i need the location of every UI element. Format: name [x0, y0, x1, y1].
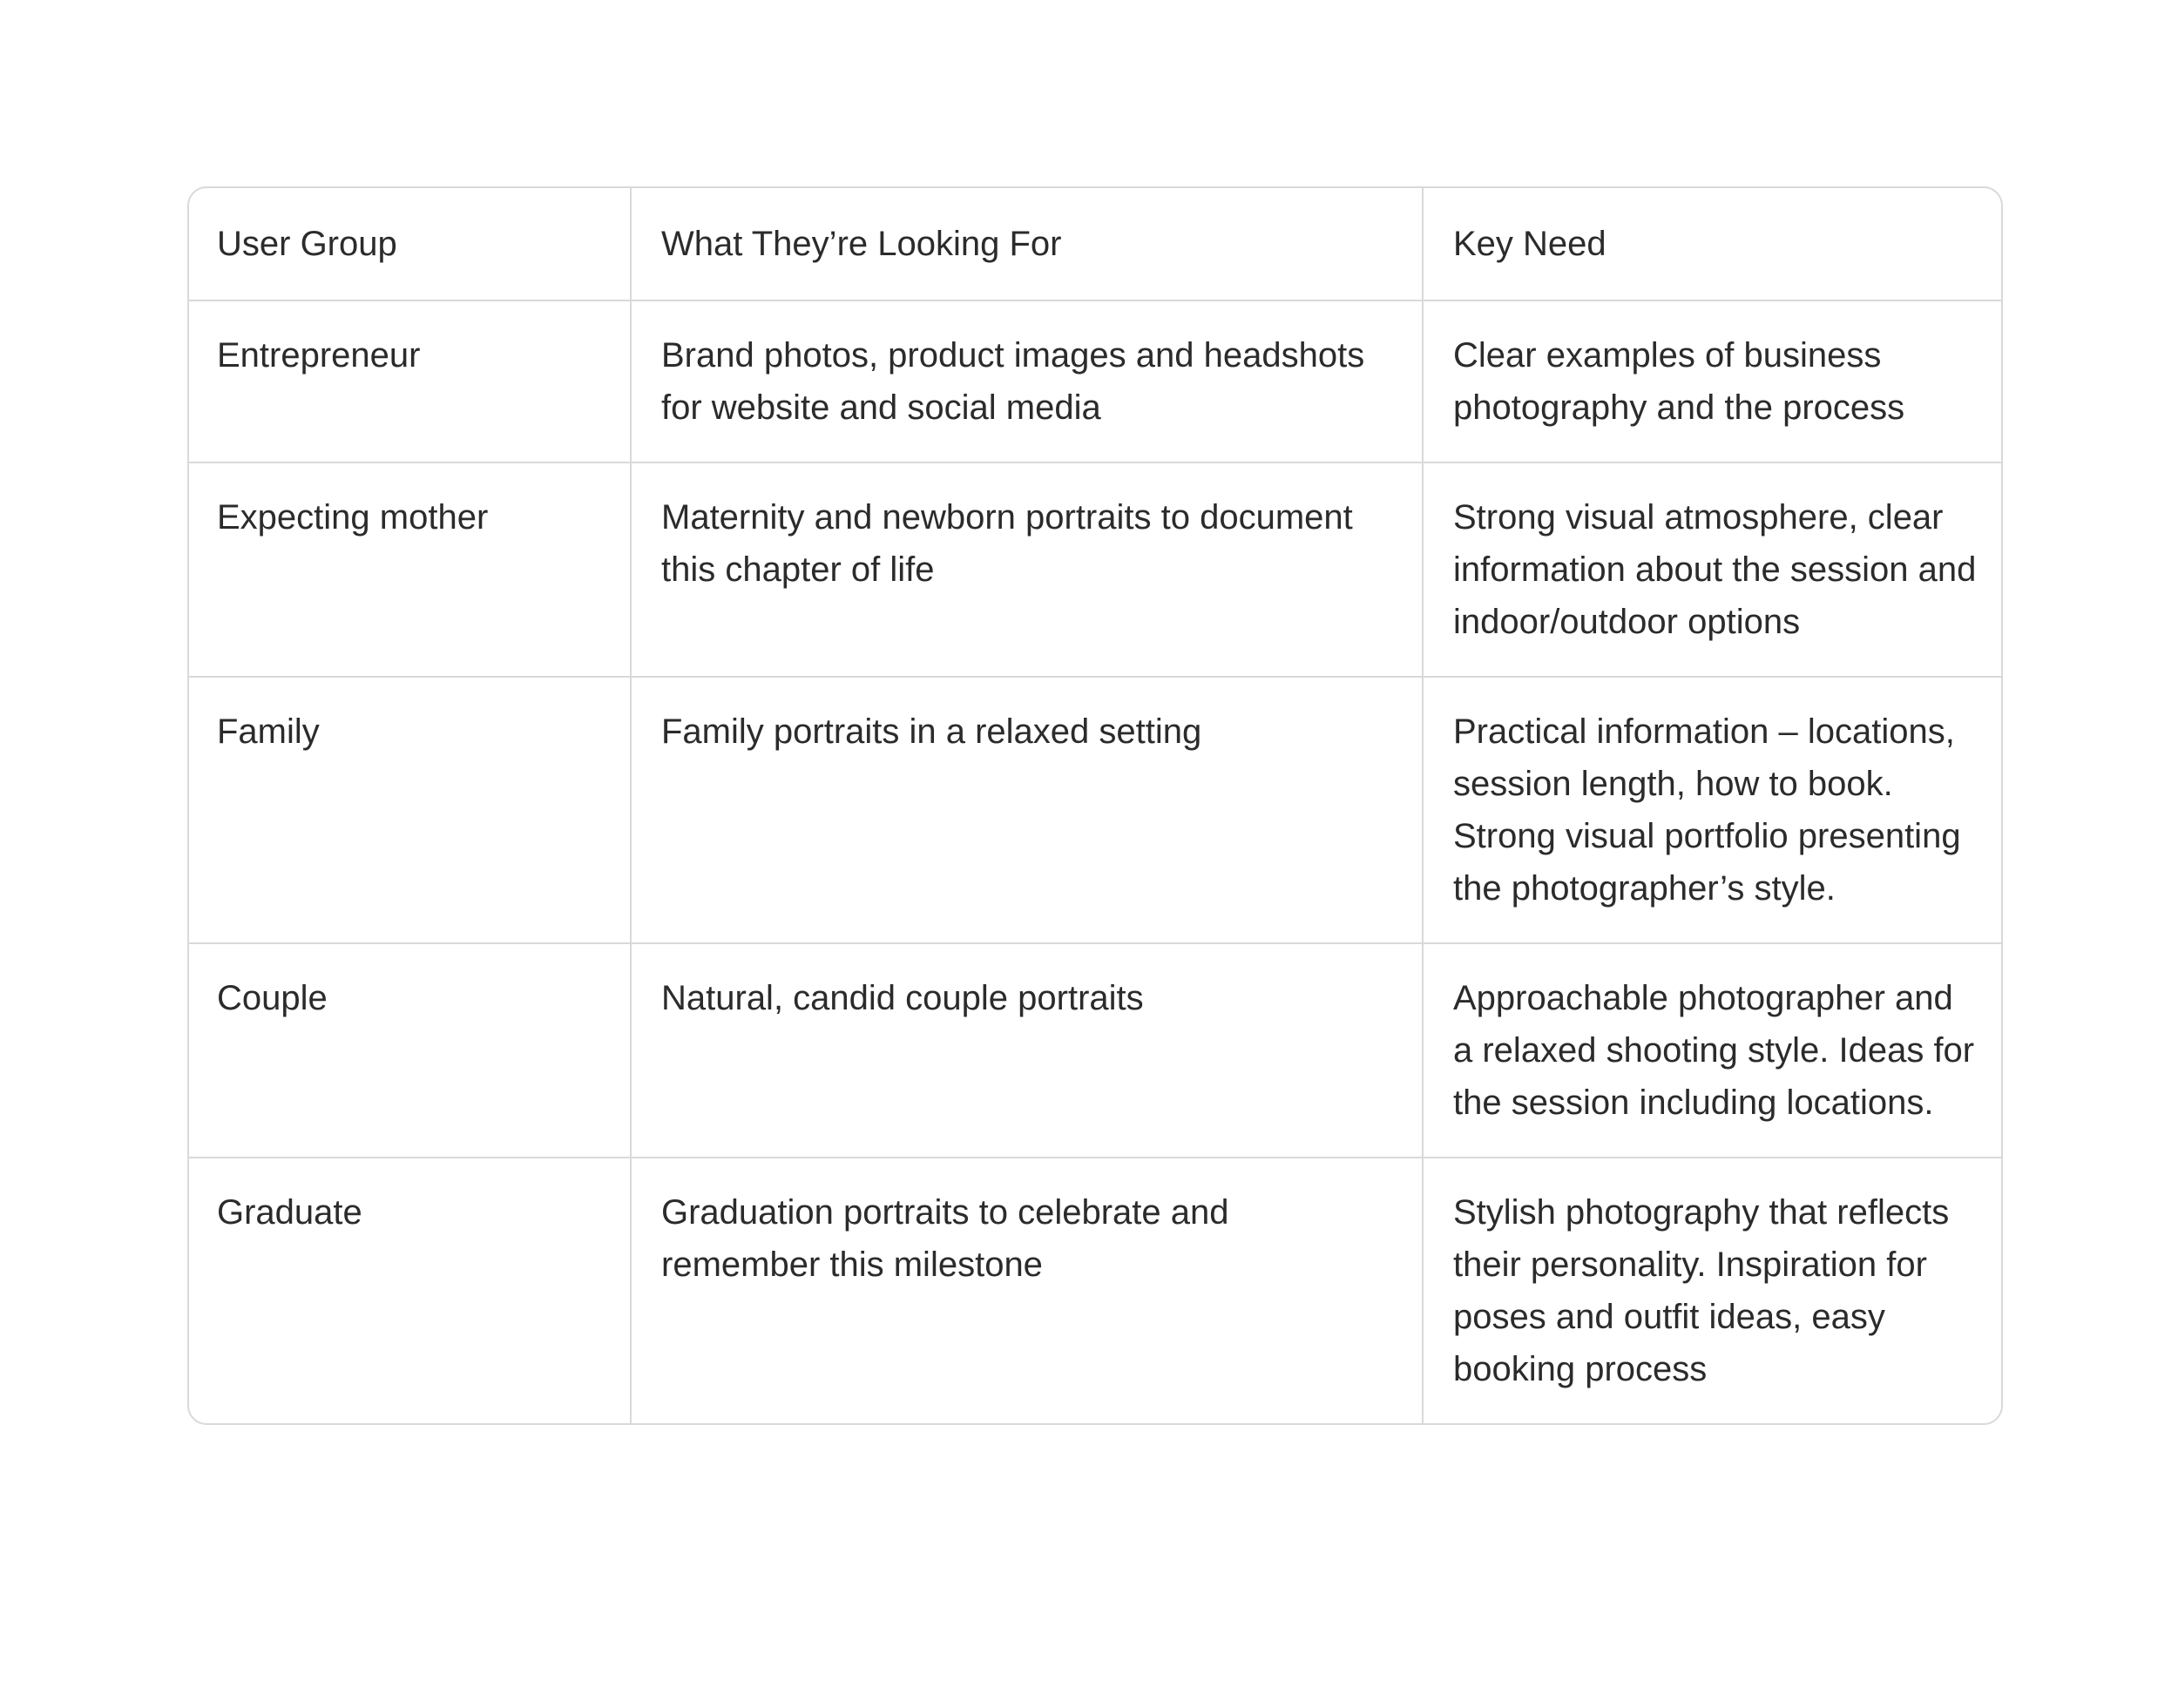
cell-user-group: Entrepreneur — [189, 300, 631, 462]
cell-user-group: Graduate — [189, 1158, 631, 1423]
cell-looking-for: Graduation portraits to celebrate and remember this milestone — [631, 1158, 1423, 1423]
table-row — [189, 943, 2001, 1158]
header-looking-for: What They’re Looking For — [631, 188, 1423, 300]
table-header — [189, 188, 2001, 300]
user-groups-table-container — [187, 186, 2003, 1425]
cell-key-need: Clear examples of business photography and the process — [1423, 300, 2001, 462]
cell-key-need: Approachable photographer and a relaxed shooting style. Ideas for the session including locations. — [1423, 943, 2001, 1158]
header-user-group: User Group — [189, 188, 631, 300]
table-row — [189, 677, 2001, 943]
cell-looking-for: Maternity and newborn portraits to document this chapter of life — [631, 462, 1423, 677]
cell-looking-for: Natural, candid couple portraits — [631, 943, 1423, 1158]
table-row — [189, 300, 2001, 462]
cell-looking-for: Brand photos, product images and headshots for website and social media — [631, 300, 1423, 462]
cell-user-group: Couple — [189, 943, 631, 1158]
cell-key-need: Stylish photography that reflects their personality. Inspiration for poses and outfit ideas, easy booking process — [1453, 1193, 1950, 1388]
header-key-need: Key Need — [1423, 188, 2001, 300]
cell-key-need: Strong visual atmosphere, clear information about the session and indoor/outdoor options — [1423, 462, 2001, 677]
header-row — [189, 188, 2001, 300]
cell-user-group: Family — [189, 677, 631, 943]
table-body — [189, 300, 2001, 1423]
user-groups-table — [189, 188, 2001, 1423]
table-row — [189, 462, 2001, 677]
cell-user-group: Expecting mother — [189, 462, 631, 677]
cell-looking-for: Family portraits in a relaxed setting — [631, 677, 1423, 943]
cell-key-need: Practical information – locations, session length, how to book. Strong visual portfolio presenting the photographer’s style. — [1423, 677, 2001, 943]
table-row — [189, 1158, 2001, 1423]
